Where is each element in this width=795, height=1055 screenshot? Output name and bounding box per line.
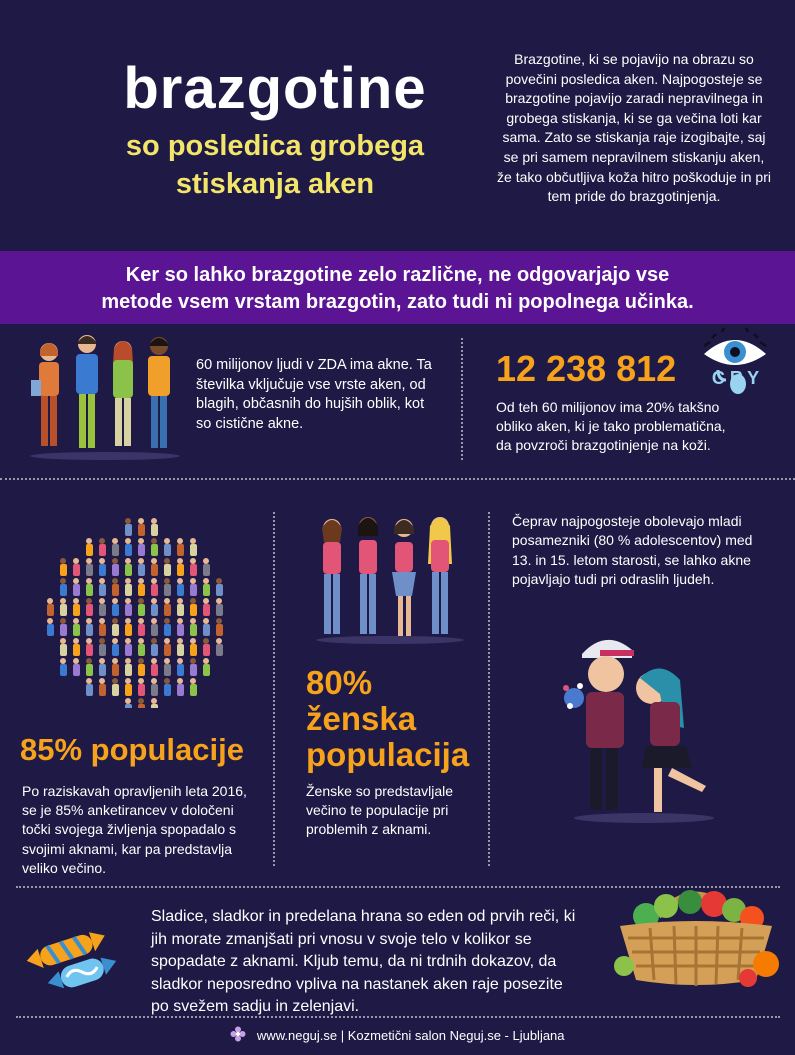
cry-label: CRY <box>711 368 765 388</box>
banner <box>0 251 795 324</box>
divider-horizontal-1 <box>0 478 795 480</box>
four-people-illustration <box>25 330 185 460</box>
banner-line1: Ker so lahko brazgotine zelo različne, ne odgovarjajo vse <box>125 264 670 286</box>
intro-paragraph: Brazgotine, ki se pojavijo na obrazu so povečini posledica aken. Najpogosteje se brazgotine pojavijo zaradi nepravilnega in grobega stiskanja, ki se ga večina loti kar sama. Zato se stiskanja raje izogibajte, saj se pri samem nepravilnem stiskanju aken, že tako občutljiva koža hitro poškoduje in pri tem pride do brazgotinjenja. <box>497 51 771 205</box>
divider-vertical-row1 <box>461 338 463 460</box>
page-subtitle-line2: stiskanja aken <box>175 168 375 200</box>
page-subtitle-line1: so posledica grobega <box>125 130 425 162</box>
crying-eye-icon <box>700 326 770 406</box>
footer-text[interactable]: www.neguj.se | Kozmetični salon Neguj.se - Ljubljana <box>256 1028 565 1043</box>
page-title: brazgotine <box>123 56 427 121</box>
usa-acne-text: 60 milijonov ljudi v ZDA ima akne. Ta številka vključuje vse vrste aken, od blagih, občasnih do hujših oblik, kot so cistične akne. <box>196 357 432 432</box>
crowd-illustration <box>40 512 230 708</box>
couple-kiss-illustration <box>556 628 736 824</box>
flower-logo-icon <box>230 1026 246 1047</box>
vegetable-basket-illustration <box>606 876 786 994</box>
four-women-illustration <box>310 512 470 644</box>
candy-illustration <box>22 918 122 998</box>
teens-text: Čeprav najpogosteje obolevajo mladi posamezniki (80 % adolescentov) med 13. in 15. letom starosti, se lahko akne pojavljajo tudi pri odraslih ljudeh. <box>512 513 753 588</box>
footer <box>0 1023 795 1049</box>
food-paragraph: Sladice, sladkor in predelana hrana so eden od prvih reči, ki jih morate zmanjšati pri vnosu v svoje telo v kolikor se spopadate z aknami. Kljub temu, da ni trdnih dokazov, da sladkor neposredno vpliva na nastanek aken raje posezite po svežem sadju in zelenjavi. <box>151 908 576 1015</box>
big-number: 12 238 812 <box>496 348 677 389</box>
banner-line2: metode vsem vrstam brazgotin, zato tudi ni popolnega učinka. <box>101 291 694 313</box>
female-title-line2: ženska <box>306 700 417 737</box>
divider-vertical-row2-right <box>488 512 490 866</box>
big-number-text: Od teh 60 milijonov ima 20% takšno obliko aken, ki je tako problematična, da povzroči brazgotinjenje na koži. <box>496 399 726 453</box>
female-title-line3: populacija <box>306 736 470 773</box>
population-text: Po raziskavah opravljenih leta 2016, se je 85% anketirancev v določeni točki svojega življenja spopadalo s svojimi aknami, kar pa predstavlja veliko večino. <box>22 783 247 876</box>
divider-vertical-row2-left <box>273 512 275 866</box>
female-text: Ženske so predstavljale večino te populacije pri problemih z aknami. <box>306 783 454 838</box>
female-title-line1: 80% <box>306 664 373 701</box>
divider-horizontal-3 <box>16 1016 780 1018</box>
population-title: 85% populacije <box>20 732 244 767</box>
